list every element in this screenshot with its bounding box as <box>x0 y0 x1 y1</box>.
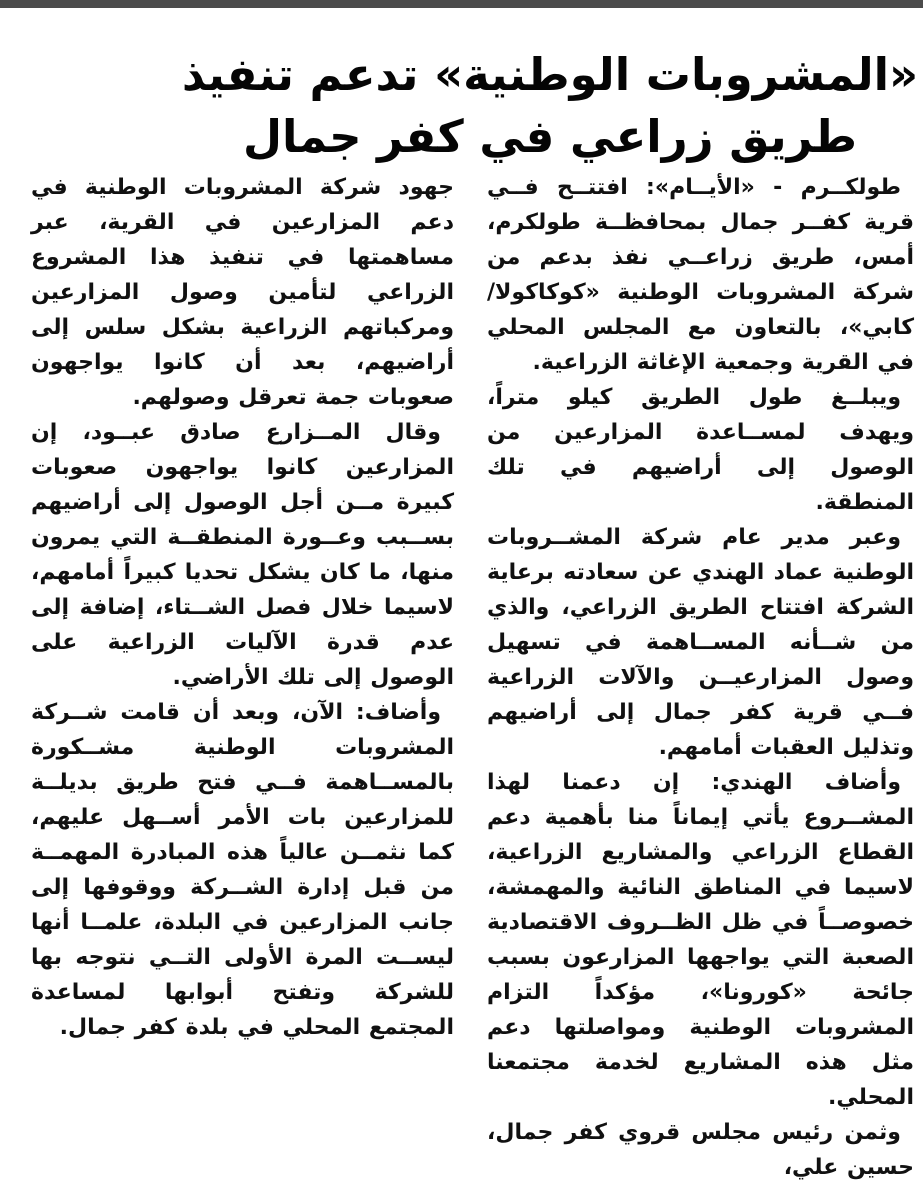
paragraph-farmer-statement: وقال المــزارع صادق عبــود، إن المزارعين كانوا يواجهون صعوبات كبيرة مــن أجل الوصول إلى أراضيهم بســبب وعــورة المنطقــة التي يمرون منها، ما كان يشكل تحديا كبيراً أمامهم، لاسيما خلال فصل الشــتاء، إضافة إلى عدم قدرة الآليات الزراعية على الوصول إلى تلك الأراضي. <box>31 420 454 690</box>
paragraph-gm-statement: وعبر مدير عام شركة المشــروبات الوطنية عماد الهندي عن سعادته برعاية الشركة افتتاح الطريق الزراعي، والذي من شــأنه المســاهمة في تسهيل وصول المزارعيــن والآلات الزراعية فــي قرية كفر جمال إلى أراضيهم وتذليل العقبات أمامهم. <box>487 525 914 760</box>
article-column-left <box>31 170 454 1045</box>
paragraph-council-head-continued: جهود شركة المشروبات الوطنية في دعم المزارعين في القرية، عبر مساهمتها في تنفيذ هذا المشروع الزراعي لتأمين وصول المزارعين ومركباتهم الزراعية بشكل سلس إلى أراضيهم، بعد أن كانوا يواجهون صعوبات جمة تعرقل وصولهم. <box>31 175 454 410</box>
headline-line-2: طريق زراعي في كفر جمال <box>242 110 858 164</box>
paragraph-council-head-intro: وثمن رئيس مجلس قروي كفر جمال، حسين علي، <box>487 1120 914 1180</box>
article-headline <box>180 44 920 168</box>
paragraph-dateline-lede: طولكــرم - «الأيــام»: افتتــح فــي قرية كفــر جمال بمحافظــة طولكرم، أمس، طريق زراعــي نفذ بدعم من شركة المشروبات الوطنية «كوكاكولا/كابي»، بالتعاون مع المجلس المحلي في القرية وجمعية الإغاثة الزراعية. <box>487 175 914 375</box>
paragraph-farmer-addition: وأضاف: الآن، وبعد أن قامت شــركة المشروبات الوطنية مشــكورة بالمســاهمة فــي فتح طريق بديلــة للمزارعين بات الأمر أســهل عليهم، كما نثمــن عالياً هذه المبادرة المهمــة من قبل إدارة الشــركة ووقوفها إلى جانب المزارعين في البلدة، علمــا أنها ليســت المرة الأولى التــي نتوجه بها للشركة وتفتح أبوابها لمساعدة المجتمع المحلي في بلدة كفر جمال. <box>31 700 454 1040</box>
masthead-bar <box>0 0 923 8</box>
article-column-right <box>487 170 914 1185</box>
paragraph-gm-addition: وأضاف الهندي: إن دعمنا لهذا المشــروع يأتي إيماناً منا بأهمية دعم القطاع الزراعي والمشاريع الزراعية، لاسيما في المناطق النائية والمهمشة، خصوصــاً في ظل الظــروف الاقتصادية الصعبة التي يواجهها المزارعون بسبب جائحة «كورونا»، مؤكداً التزام المشروبات الوطنية ومواصلتها دعم مثل هذه المشاريع لخدمة مجتمعنا المحلي. <box>487 770 914 1110</box>
headline-line-1: «المشروبات الوطنية» تدعم تنفيذ <box>181 48 919 102</box>
paragraph-road-length: ويبلــغ طول الطريق كيلو متراً، ويهدف لمســاعدة المزارعين من الوصول إلى أراضيهم في تلك المنطقة. <box>487 385 914 515</box>
